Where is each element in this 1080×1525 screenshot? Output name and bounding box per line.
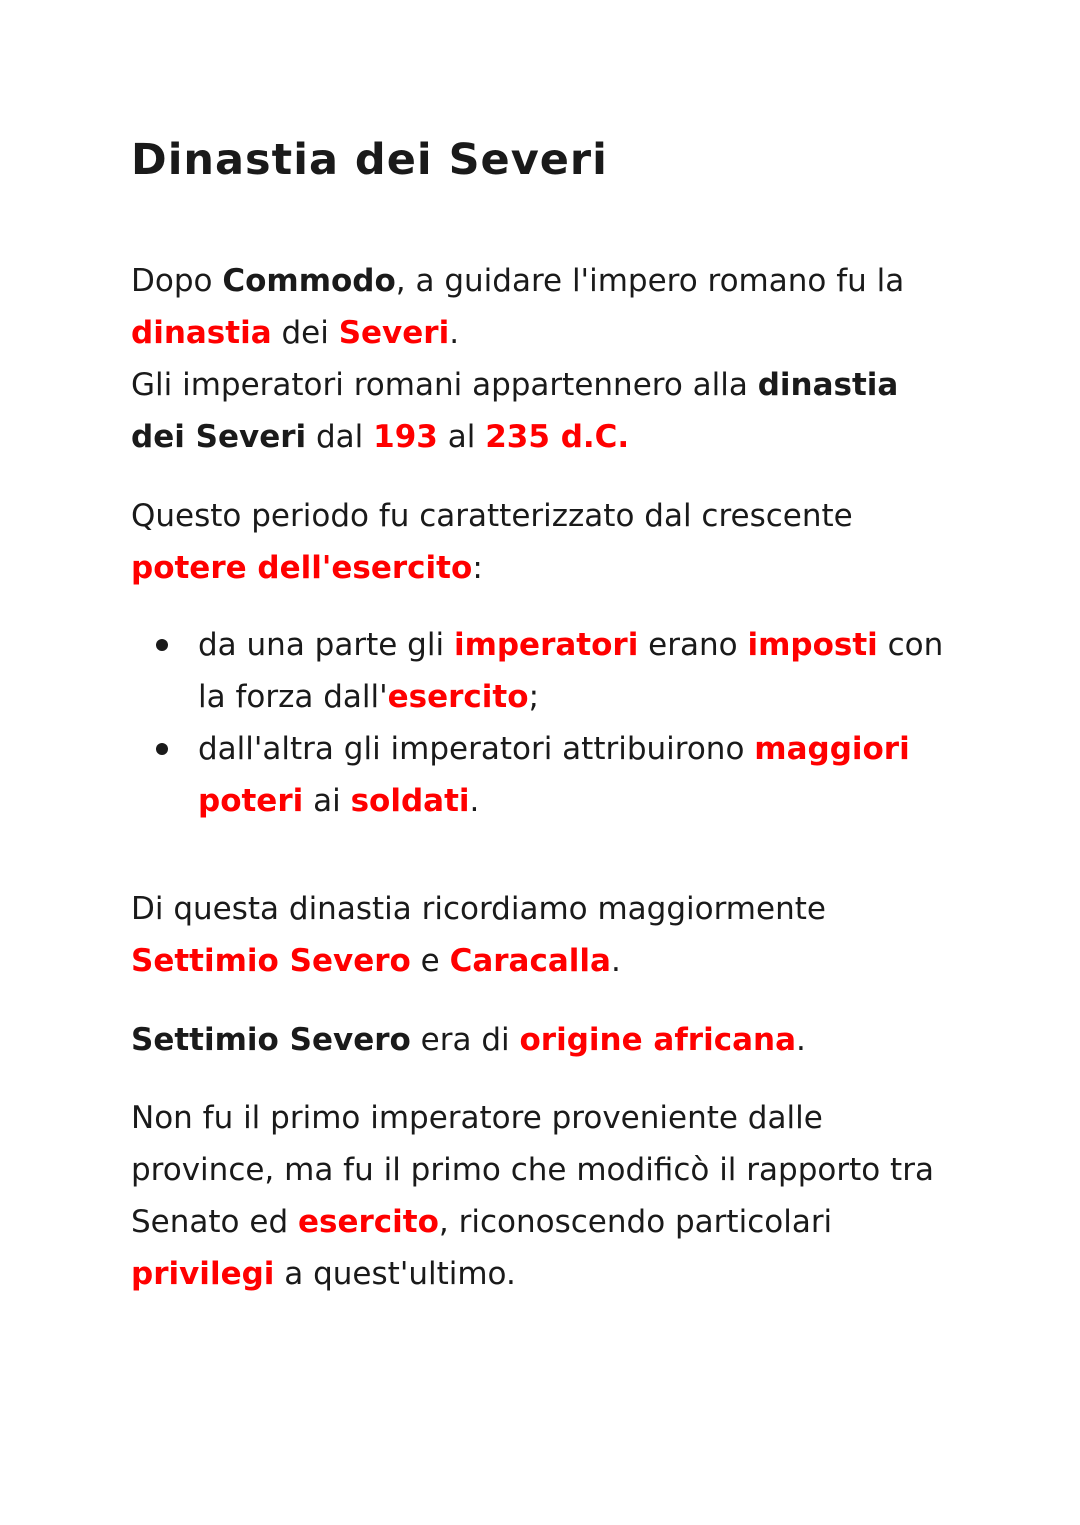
text-highlight: Settimio Severo [131, 943, 411, 979]
text-highlight: 193 [373, 419, 438, 455]
paragraph-intro [131, 255, 961, 359]
text: era di [410, 1022, 520, 1058]
text: e [410, 943, 450, 979]
text-highlight: 235 d.C. [485, 419, 630, 455]
text: ; [528, 679, 540, 715]
text-highlight: maggiori poteri [198, 731, 910, 819]
paragraph-origin [131, 1014, 961, 1066]
text: . [469, 783, 480, 819]
text: Di questa dinastia ricordiamo maggiormente [131, 891, 826, 927]
paragraph-dates [131, 359, 961, 463]
text-bold: dinastia dei Severi [131, 367, 899, 455]
text: ai [303, 783, 351, 819]
text: da una parte gli [198, 627, 454, 663]
paragraph-senate-army [131, 1092, 961, 1300]
text: erano [638, 627, 748, 663]
text: con la forza dall' [198, 627, 944, 715]
text-bold: Commodo [222, 263, 396, 299]
text-highlight: potere dell'esercito [131, 550, 473, 586]
text: a quest'ultimo. [274, 1256, 516, 1292]
text-highlight: esercito [297, 1204, 439, 1240]
text: : [472, 550, 483, 586]
bullet-icon [156, 743, 168, 755]
page-title: Dinastia dei Severi [131, 135, 608, 185]
bullet-icon [156, 639, 168, 651]
text: , riconoscendo particolari [438, 1204, 833, 1240]
text-highlight: imposti [747, 627, 878, 663]
text: . [796, 1022, 806, 1058]
text-highlight: esercito [387, 679, 529, 715]
list-item [153, 619, 953, 723]
text: Questo periodo fu caratterizzato dal crescente [131, 498, 853, 534]
text: dal [306, 419, 374, 455]
list-item [153, 723, 953, 827]
text: dall'altra gli imperatori attribuirono [198, 731, 755, 767]
text-highlight: privilegi [131, 1256, 275, 1292]
text-highlight: dinastia [131, 315, 272, 351]
text-highlight: imperatori [453, 627, 639, 663]
text: al [437, 419, 486, 455]
paragraph-army-power [131, 490, 961, 594]
text: dei [271, 315, 339, 351]
text-highlight: Caracalla [449, 943, 611, 979]
text: Non fu il primo imperatore proveniente dalle province, ma fu il primo che modificò il rapporto tra Senato ed [131, 1100, 934, 1240]
text: . [449, 315, 460, 351]
bullet-list [153, 619, 953, 827]
text: , a guidare l'impero romano fu la [395, 263, 905, 299]
text: Gli imperatori romani appartennero alla [131, 367, 758, 403]
text-bold: Settimio Severo [131, 1022, 411, 1058]
text-highlight: origine africana [519, 1022, 797, 1058]
text-highlight: soldati [350, 783, 470, 819]
text: . [610, 943, 621, 979]
text-highlight: Severi [338, 315, 450, 351]
paragraph-notable-emperors [131, 883, 961, 987]
text: Dopo [131, 263, 223, 299]
